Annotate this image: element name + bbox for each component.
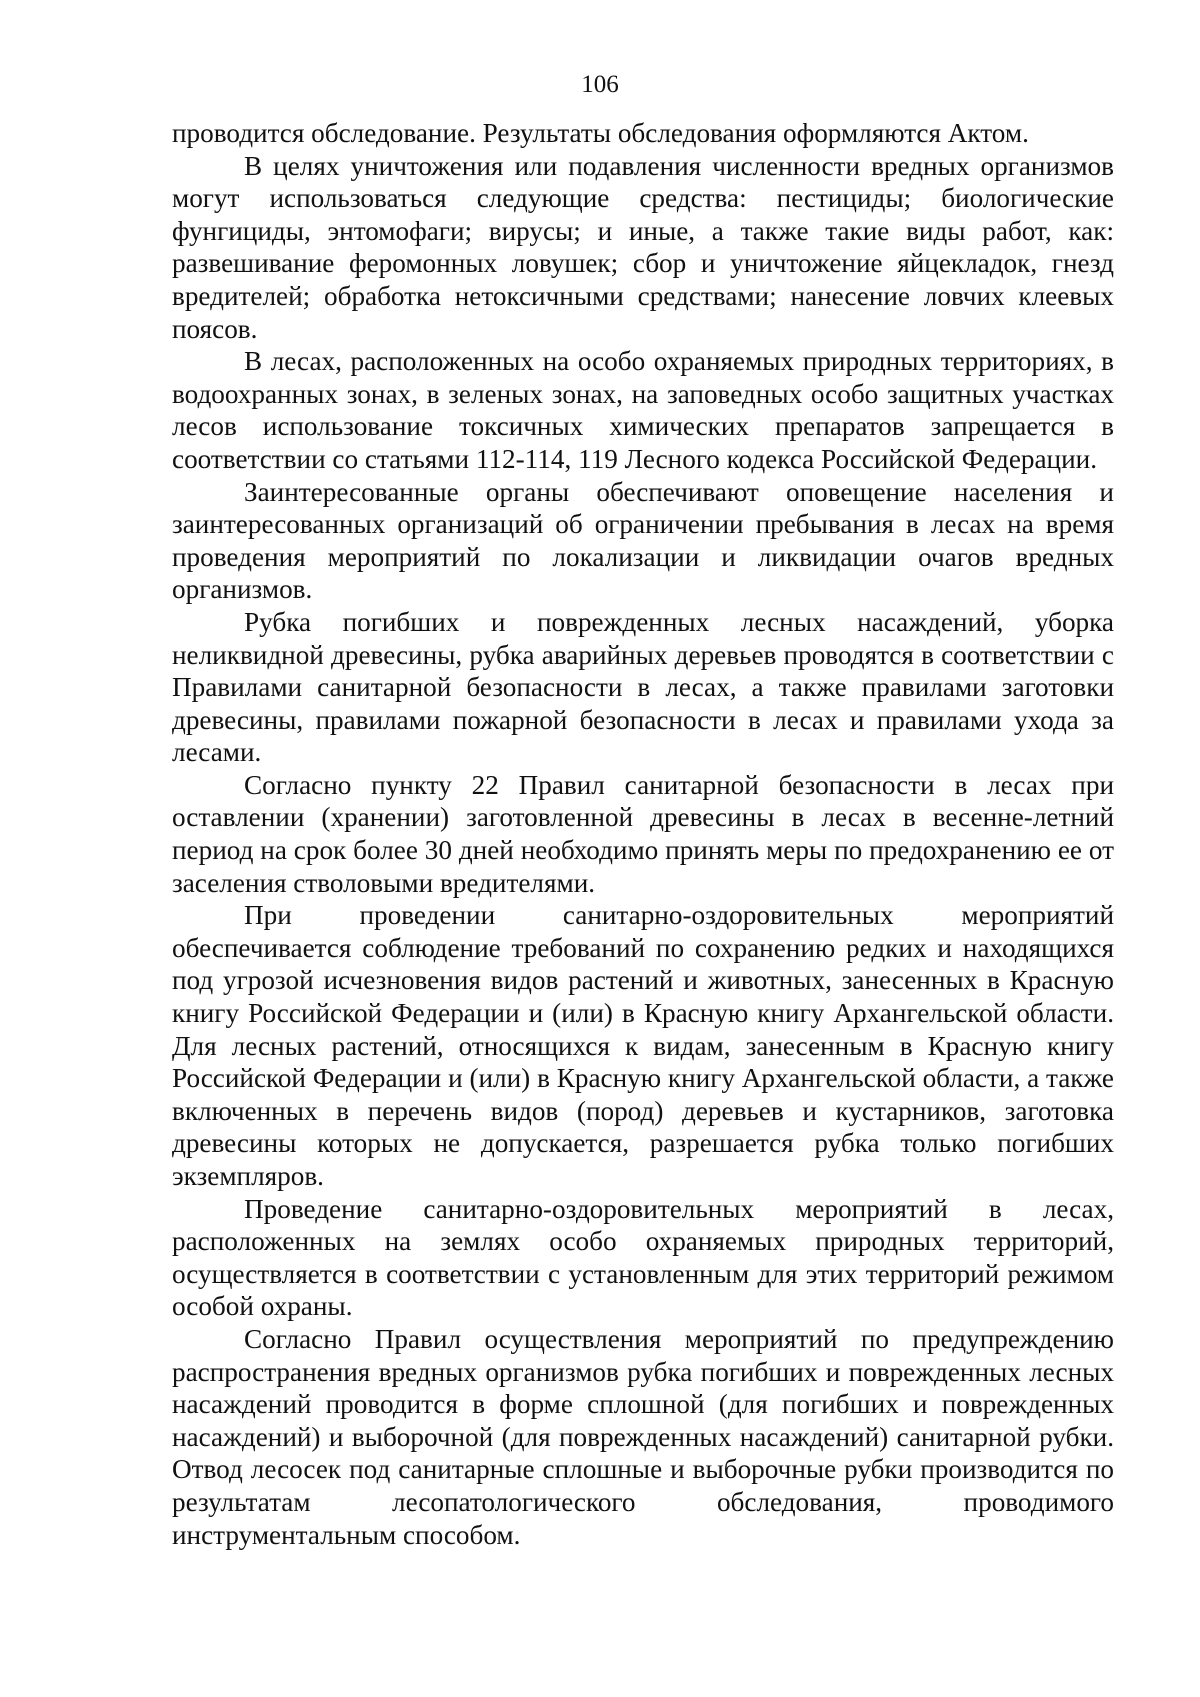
paragraph-timber-storage: Согласно пункту 22 Правил санитарной безопасности в лесах при оставлении (хранении) заготовленной древесины в лесах в весенне-летний период на срок более 30 дней необходимо принять меры по предохранению ее от заселения стволовыми вредителями. [172,769,1114,898]
paragraph-public-notification: Заинтересованные органы обеспечивают оповещение населения и заинтересованных организаций об ограничении пребывания в лесах на время проведения мероприятий по локализации и ликвидации очагов вредных организмов. [172,476,1114,605]
paragraph-sanitary-felling: Согласно Правил осуществления мероприятий по предупреждению распространения вредных организмов рубка погибших и поврежденных лесных насаждений проводится в форме сплошной (для погибших и поврежденных насаждений) и выборочной (для поврежденных насаждений) санитарной рубки. Отвод лесосек под санитарные сплошные и выборочные рубки производится по результатам лесопатологического обследования, проводимого инструментальным способом. [172,1323,1114,1550]
document-body [172,117,1114,1551]
paragraph-felling-rules: Рубка погибших и поврежденных лесных насаждений, уборка неликвидной древесины, рубка аварийных деревьев проводятся в соответствии с Правилами санитарной безопасности в лесах, а также правилами заготовки древесины, правилами пожарной безопасности в лесах и правилами ухода за лесами. [172,606,1114,768]
paragraph-pest-control-means: В целях уничтожения или подавления численности вредных организмов могут использоваться следующие средства: пестициды; биологические фунгициды, энтомофаги; вирусы; и иные, а также такие виды работ, как: развешивание феромонных ловушек; сбор и уничтожение яйцекладок, гнезд вредителей; обработка нетоксичными средствами; нанесение ловчих клеевых поясов. [172,150,1114,344]
paragraph-protected-territories: В лесах, расположенных на особо охраняемых природных территориях, в водоохранных зонах, в зеленых зонах, на заповедных особо защитных участках лесов использование токсичных химических препаратов запрещается в соответствии со статьями 112-114, 119 Лесного кодекса Российской Федерации. [172,346,1114,474]
paragraph-protection-regime: Проведение санитарно-оздоровительных мероприятий в лесах, расположенных на землях особо охраняемых природных территорий, осуществляется в соответствии с установленным для этих территорий режимом особой охраны. [172,1193,1114,1322]
page-number: 106 [581,71,619,98]
paragraph-red-book-species: При проведении санитарно-оздоровительных мероприятий обеспечивается соблюдение требований по сохранению редких и находящихся под угрозой исчезновения видов растений и животных, занесенных в Красную книгу Российской Федерации и (или) в Красную книгу Архангельской области. Для лесных растений, относящихся к видам, занесенным в Красную книгу Российской Федерации и (или) в Красную книгу Архангельской области, а также включенных в перечень видов (пород) деревьев и кустарников, заготовка древесины которых не допускается, разрешается рубка только погибших экземпляров. [172,900,1114,1191]
paragraph-continuation: проводится обследование. Результаты обследования оформляются Актом. [172,118,1029,148]
